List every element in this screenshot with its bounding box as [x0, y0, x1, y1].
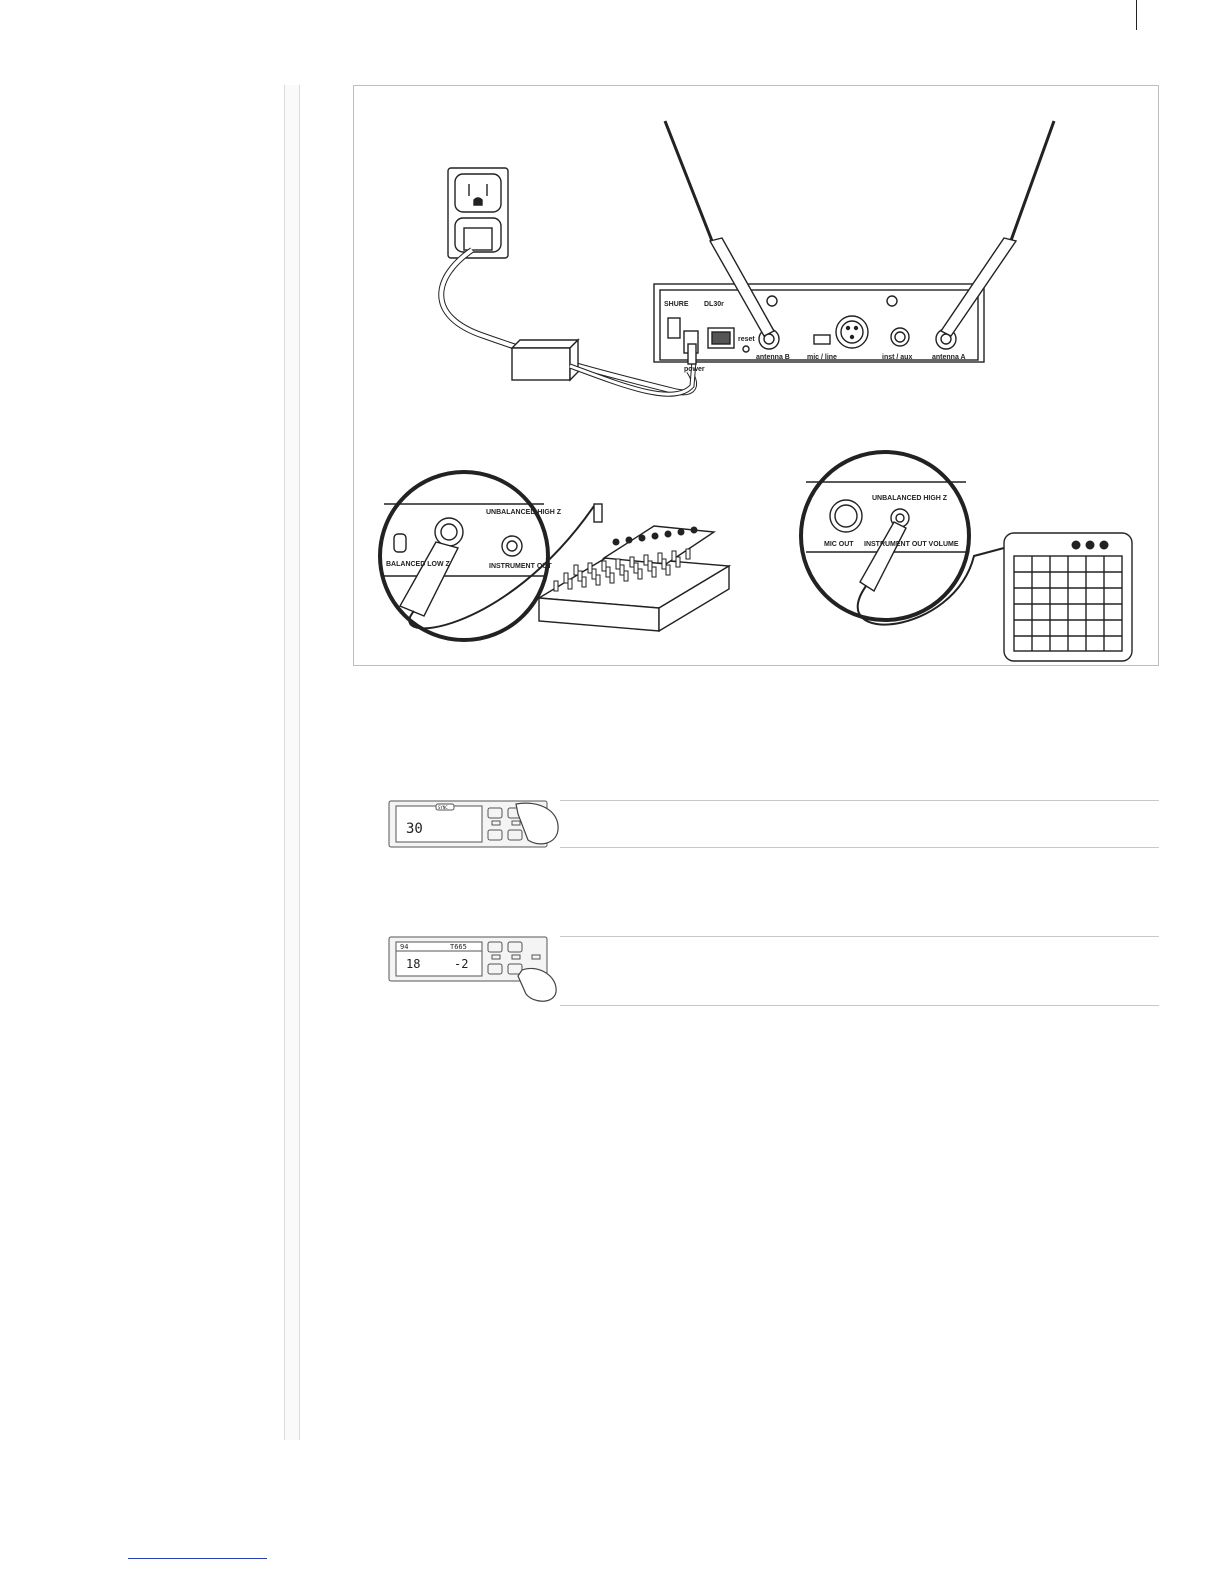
connection-diagram-svg [354, 86, 1160, 667]
mixer-jack [613, 539, 620, 546]
reset-label: reset [738, 336, 755, 343]
mixer-fader [602, 561, 606, 571]
mixer-fader [652, 567, 656, 577]
receiver-rear-panel [654, 284, 984, 362]
mixer-fader [588, 563, 592, 573]
mixer-fader [624, 571, 628, 581]
mixer-fader [630, 557, 634, 567]
amp-inset [801, 452, 1132, 661]
wall-outlet [448, 168, 508, 258]
mixer-fader [564, 573, 568, 583]
mixer-fader [634, 563, 638, 573]
mixer-fader [568, 579, 572, 589]
mixer-jack [639, 535, 646, 542]
mixer-fader [578, 571, 582, 581]
mic-line-label: mic / line [807, 354, 837, 361]
panel2-lcd-main: 18 [406, 957, 421, 971]
page-top-rule [1136, 0, 1137, 30]
mixer-instrument-out-label: INSTRUMENT OUT [489, 563, 552, 570]
step-sync-row [388, 800, 1159, 848]
mixer-fader [554, 581, 558, 591]
amp-knob [1086, 541, 1095, 550]
mixer-fader [610, 573, 614, 583]
receiver-front-panel-adjust [388, 936, 562, 1006]
panel2-lcd-right: -2 [454, 957, 469, 971]
mixer-fader [644, 555, 648, 565]
power-adapter [512, 340, 578, 380]
amp-knob [1100, 541, 1109, 550]
mixer-fader [686, 549, 690, 559]
mixer-fader [606, 567, 610, 577]
mixer-jack [652, 533, 659, 540]
mixer-fader [658, 553, 662, 563]
mixer-fader [620, 565, 624, 575]
mixer-jack [665, 531, 672, 538]
panel1-sync-label: SYNC [438, 805, 448, 810]
mixer-fader [676, 557, 680, 567]
panel2-lcd-top-right: T665 [450, 943, 467, 951]
mixer-fader [574, 565, 578, 575]
receiver-brand: SHURE [664, 301, 689, 308]
step-adjust-row [388, 936, 1159, 1006]
mixer-jack [691, 527, 698, 534]
amp-instrument-out-label: INSTRUMENT OUT VOLUME [864, 541, 959, 548]
mixer-fader [648, 561, 652, 571]
left-margin-band [284, 85, 300, 1440]
inst-aux-label: inst / aux [882, 354, 913, 361]
step-sync-text-bar [560, 800, 1159, 848]
panel1-lcd-main: 30 [406, 821, 423, 837]
power-label: power [684, 366, 705, 373]
panel2-lcd-top-left: 94 [400, 943, 409, 951]
mixer-fader [672, 551, 676, 561]
mixer-unbalanced-label: UNBALANCED HIGH Z [486, 509, 562, 516]
mixer-fader [596, 575, 600, 585]
mixer-fader [662, 559, 666, 569]
mixer-fader [582, 577, 586, 587]
mixer-jack [678, 529, 685, 536]
mixer-fader [616, 559, 620, 569]
mixer-fader [666, 565, 670, 575]
footer-link-underline[interactable] [128, 1558, 267, 1559]
mixer-fader [592, 569, 596, 579]
mixer-jack [626, 537, 633, 544]
step-adjust-text-bar [560, 936, 1159, 1006]
amp-unbalanced-label: UNBALANCED HIGH Z [872, 495, 948, 502]
connection-diagram [353, 85, 1159, 666]
mixer-fader [638, 569, 642, 579]
mixer-inset [380, 472, 729, 640]
amp-knob [1072, 541, 1081, 550]
amp-mic-out-label: MIC OUT [824, 541, 854, 548]
antenna-a-label: antenna A [932, 354, 966, 361]
finger-icon [518, 968, 556, 1001]
receiver-model: DL30r [704, 301, 724, 308]
antenna-b-label: antenna B [756, 354, 790, 361]
receiver-front-panel-sync [388, 800, 562, 848]
mixer-balanced-label: BALANCED LOW Z [386, 561, 450, 568]
